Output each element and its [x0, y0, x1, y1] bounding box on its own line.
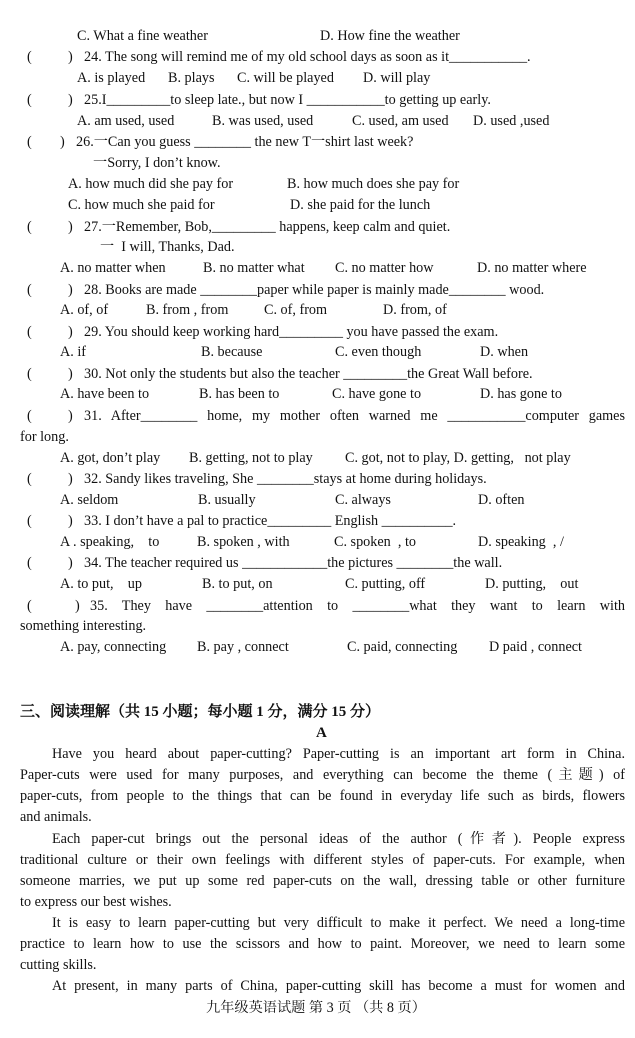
answer-option: B. plays	[168, 70, 215, 86]
answer-bracket-open: (	[27, 134, 32, 150]
passage-line: and animals.	[20, 809, 92, 825]
page-footer: 九年级英语试题 第 3 页 （共 8 页）	[206, 1000, 426, 1016]
answer-bracket-open: (	[27, 219, 32, 235]
answer-option: A. to put, up	[60, 576, 142, 592]
answer-option: D. used ,used	[473, 113, 550, 129]
answer-option: A. have been to	[60, 386, 150, 402]
answer-option: C. always	[335, 492, 391, 508]
question-text: 33. I don’t have a pal to practice_________ English __________.	[84, 513, 457, 529]
passage-title: A	[316, 725, 327, 741]
answer-option: B. usually	[198, 492, 256, 508]
answer-option: C. no matter how	[335, 260, 434, 276]
answer-bracket-close: )	[68, 92, 73, 108]
answer-option: B. no matter what	[203, 260, 305, 276]
answer-bracket-open: (	[27, 471, 32, 487]
answer-bracket-open: (	[27, 92, 32, 108]
answer-bracket-close: )	[60, 134, 65, 150]
passage-line: Each paper-cut brings out the personal ideas of the author (作者). People express	[52, 831, 625, 847]
answer-option: B. how much does she pay for	[287, 176, 460, 192]
answer-option: B. getting, not to play	[189, 450, 313, 466]
answer-option: C. What a fine weather	[77, 28, 208, 44]
answer-option: D paid , connect	[489, 639, 582, 655]
question-text: 24. The song will remind me of my old school days as soon as it___________.	[84, 49, 531, 65]
answer-option: B. to put, on	[202, 576, 273, 592]
answer-option: D. How fine the weather	[320, 28, 460, 44]
answer-bracket-open: (	[27, 366, 32, 382]
answer-bracket-close: )	[68, 49, 73, 65]
passage-line: cutting skills.	[20, 957, 97, 973]
answer-option: C. used, am used	[352, 113, 449, 129]
answer-option: D. putting, out	[485, 576, 579, 592]
answer-option: D. speaking , /	[478, 534, 564, 550]
answer-option: B. pay , connect	[197, 639, 289, 655]
answer-bracket-close: )	[68, 324, 73, 340]
answer-option: A. no matter when	[60, 260, 166, 276]
answer-bracket-close: )	[68, 555, 73, 571]
passage-line: to express our best wishes.	[20, 894, 172, 910]
answer-bracket-close: )	[68, 282, 73, 298]
answer-bracket-close: )	[68, 471, 73, 487]
answer-option: D. when	[480, 344, 529, 360]
answer-option: B. was used, used	[212, 113, 314, 129]
answer-bracket-close: )	[68, 219, 73, 235]
answer-option: B. because	[201, 344, 263, 360]
answer-option: D. often	[478, 492, 525, 508]
answer-bracket-open: (	[27, 324, 32, 340]
passage-line: It is easy to learn paper-cutting but very difficult to make it perfect. We need a long-time	[52, 915, 625, 931]
passage-line: someone marries, we put up some red paper-cuts on the wall, dressing table or other furniture	[20, 873, 625, 889]
answer-option: C. have gone to	[332, 386, 422, 402]
passage-line: practice to learn how to use the scissors and how to paint. Moreover, we need to learn some	[20, 936, 625, 952]
answer-bracket-open: (	[27, 598, 32, 614]
answer-bracket-open: (	[27, 408, 32, 424]
question-text: something interesting.	[20, 618, 147, 634]
answer-option: A. if	[60, 344, 87, 360]
question-text: 35. They have ________attention to ________what they want to learn with	[90, 598, 625, 614]
question-text: 27.一Remember, Bob,_________ happens, keep calm and quiet.	[84, 219, 451, 235]
answer-option: B. has been to	[199, 386, 280, 402]
answer-bracket-open: (	[27, 513, 32, 529]
answer-option: A. of, of	[60, 302, 109, 318]
question-text: 28. Books are made ________paper while paper is mainly made________ wood.	[84, 282, 545, 298]
question-text: 32. Sandy likes traveling, She ________stays at home during holidays.	[84, 471, 487, 487]
answer-bracket-close: )	[75, 598, 80, 614]
question-text: 26.一Can you guess ________ the new T一shirt last week?	[76, 134, 414, 150]
passage-line: traditional culture or their own feelings with different styles of paper-cuts. For example, when	[20, 852, 625, 868]
answer-option: C. spoken , to	[334, 534, 416, 550]
answer-option: A. got, don’t play	[60, 450, 161, 466]
answer-option: D. has gone to	[480, 386, 562, 402]
answer-option: A. how much did she pay for	[68, 176, 234, 192]
question-text: 一Sorry, I don’t know.	[93, 155, 221, 171]
answer-bracket-close: )	[68, 366, 73, 382]
answer-option: A. pay, connecting	[60, 639, 167, 655]
question-text: 34. The teacher required us ____________the pictures ________the wall.	[84, 555, 503, 571]
question-text: 30. Not only the students but also the teacher _________the Great Wall before.	[84, 366, 533, 382]
answer-option: A. is played	[77, 70, 146, 86]
passage-line: At present, in many parts of China, paper-cutting skill has become a must for women and	[52, 978, 625, 994]
passage-line: paper-cuts, from people to the things that can be found in everyday life such as birds, flowers	[20, 788, 625, 804]
passage-line: Paper-cuts were used for many purposes, and everything can become the theme (主题) of	[20, 767, 625, 783]
answer-option: C. even though	[335, 344, 422, 360]
answer-bracket-close: )	[68, 513, 73, 529]
question-text: for long.	[20, 429, 69, 445]
answer-bracket-open: (	[27, 282, 32, 298]
answer-option: C. putting, off	[345, 576, 426, 592]
answer-option: D. no matter where	[477, 260, 587, 276]
answer-option: D. she paid for the lunch	[290, 197, 431, 213]
answer-option: B. spoken , with	[197, 534, 290, 550]
section-heading: 三、阅读理解（共 15 小题；每小题 1 分，满分 15 分）	[20, 704, 381, 720]
question-text: 31. After________ home, my mother often warned me ___________computer games	[84, 408, 625, 424]
answer-option: D. will play	[363, 70, 431, 86]
answer-bracket-close: )	[68, 408, 73, 424]
question-text: 25.I_________to sleep late., but now I ___________to getting up early.	[84, 92, 491, 108]
answer-option: A . speaking, to	[60, 534, 160, 550]
passage-line: Have you heard about paper-cutting? Paper-cutting is an important art form in China.	[52, 746, 625, 762]
answer-option: B. from , from	[146, 302, 229, 318]
answer-option: C. will be played	[237, 70, 334, 86]
answer-option: A. seldom	[60, 492, 119, 508]
answer-option: C. paid, connecting	[347, 639, 458, 655]
question-text: 一 I will, Thanks, Dad.	[100, 239, 235, 255]
answer-option: D. from, of	[383, 302, 447, 318]
answer-option: C. got, not to play, D. getting, not play	[345, 450, 571, 466]
answer-option: C. how much she paid for	[68, 197, 215, 213]
answer-bracket-open: (	[27, 49, 32, 65]
question-text: 29. You should keep working hard_________ you have passed the exam.	[84, 324, 499, 340]
answer-option: A. am used, used	[77, 113, 175, 129]
answer-option: C. of, from	[264, 302, 328, 318]
answer-bracket-open: (	[27, 555, 32, 571]
